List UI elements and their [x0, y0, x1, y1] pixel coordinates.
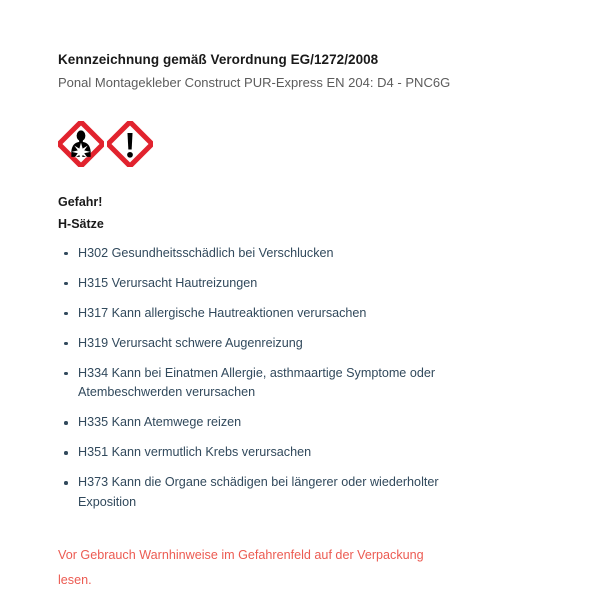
exclamation-mark-icon [107, 121, 153, 167]
h-statements-heading: H-Sätze [58, 217, 104, 232]
h-statements-list [58, 244, 528, 513]
list-item: H315 Verursacht Hautreizungen [58, 274, 478, 294]
list-item: H351 Kann vermutlich Krebs verursachen [58, 443, 478, 463]
list-item: H317 Kann allergische Hautreaktionen verursachen [58, 304, 478, 324]
page-title: Kennzeichnung gemäß Verordnung EG/1272/2008 [58, 52, 379, 67]
list-item: H334 Kann bei Einatmen Allergie, asthmaartige Symptome oder Atembeschwerden verursachen [58, 364, 478, 403]
pictogram-row [58, 121, 528, 167]
health-hazard-icon [58, 121, 104, 167]
list-item: H302 Gesundheitsschädlich bei Verschlucken [58, 244, 478, 264]
signal-word: Gefahr! [58, 195, 103, 210]
list-item: H335 Kann Atemwege reizen [58, 413, 478, 433]
content-container [58, 50, 528, 593]
product-subtitle: Ponal Montagekleber Construct PUR-Express EN 204: D4 - PNC6G [58, 74, 451, 90]
warning-note: Vor Gebrauch Warnhinweise im Gefahrenfeld auf der Verpackung lesen. [58, 548, 424, 588]
list-item: H319 Verursacht schwere Augenreizung [58, 334, 478, 354]
list-item: H373 Kann die Organe schädigen bei längerer oder wiederholter Exposition [58, 473, 478, 512]
